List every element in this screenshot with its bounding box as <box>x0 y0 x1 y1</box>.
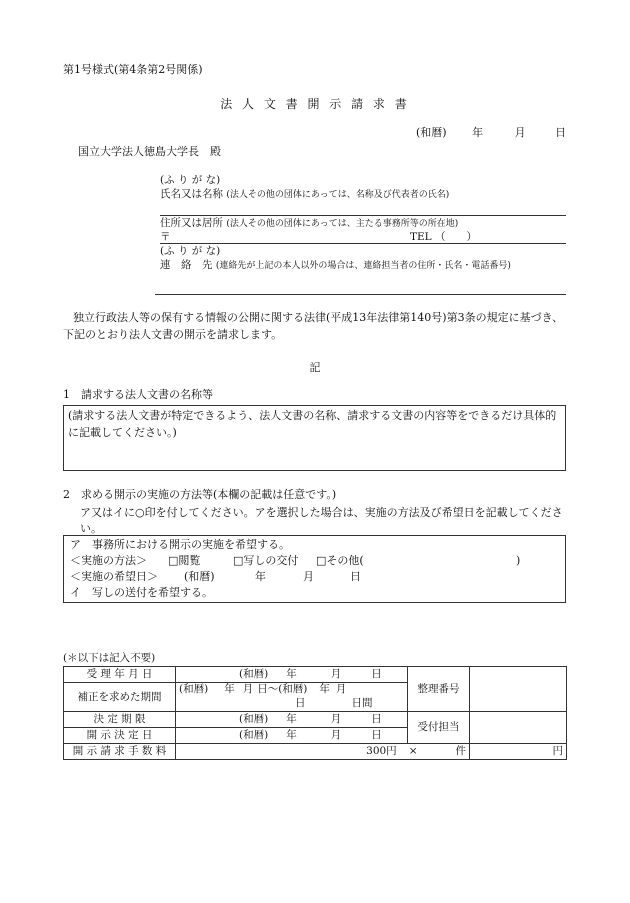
date-month: 月 <box>303 570 314 583</box>
option-i[interactable]: イ 写しの送付を希望する。 <box>70 586 213 599</box>
date-day: 日 <box>350 570 361 583</box>
date-year: 年 <box>255 570 266 583</box>
postal-mark: 〒 <box>160 231 171 243</box>
date-era: (和暦) <box>184 570 215 583</box>
received-date-label: 受 理 年 月 日 <box>64 667 176 683</box>
decision-deadline-value: (和暦) 年 月 日 <box>176 712 408 728</box>
document-name-box[interactable] <box>63 405 566 471</box>
name-field[interactable] <box>160 187 566 215</box>
fee-amount: 300円 × 件 <box>176 744 470 760</box>
contact-field[interactable] <box>160 258 566 272</box>
disclosure-decision-label: 開 示 決 定 日 <box>64 728 176 744</box>
divider <box>155 294 566 295</box>
date-month: 月 <box>514 126 526 139</box>
date-label: ＜実施の希望日＞ <box>70 570 158 583</box>
fee-total: 円 <box>470 744 567 760</box>
name-label: 氏名又は名称 <box>160 188 223 200</box>
method-label: ＜実施の方法＞ <box>70 554 147 567</box>
office-note: (＊以下は記入不要) <box>63 652 156 664</box>
fee-label: 開 示 請 求 手 数 料 <box>64 744 176 760</box>
table-row <box>64 744 567 760</box>
section2-note: ア又はイに○印を付してください。アを選択した場合は、実施の方法及び希望日を記載してください。 <box>80 506 563 535</box>
table-row <box>64 712 567 728</box>
postal-row[interactable] <box>160 230 566 243</box>
address-note: (法人その他の団体にあっては、主たる事務所等の所在地) <box>226 219 459 229</box>
address-label: 住所又は居所 <box>160 217 223 229</box>
preferred-date-row[interactable] <box>70 569 559 585</box>
request-date[interactable] <box>416 126 566 141</box>
date-year: 年 <box>472 126 484 139</box>
correction-period-value: (和暦) 年 月 日〜(和暦) 年 月 日 日間 <box>176 683 408 712</box>
furigana-label: (ふ り が な) <box>160 174 221 186</box>
date-day: 日 <box>555 126 567 139</box>
date-era: (和暦) <box>416 126 447 139</box>
reception-value <box>470 712 567 744</box>
table-row <box>64 667 567 683</box>
addressee: 国立大学法人徳島大学長 殿 <box>78 145 221 158</box>
furigana-label: (ふ り が な) <box>160 245 221 257</box>
ref-number-value <box>470 667 567 712</box>
name-note: (法人その他の団体にあっては、名称及び代表者の氏名) <box>226 190 450 200</box>
request-paragraph: 独立行政法人等の保有する情報の公開に関する法律(平成13年法律第140号)第3条の規定に基づき、下記のとおり法人文書の開示を請求します。 <box>63 311 564 342</box>
disclosure-decision-value: (和暦) 年 月 日 <box>176 728 408 744</box>
section2-heading: 2 求める開示の実施の方法等(本欄の記載は任意です。) <box>63 488 337 501</box>
office-use-table <box>63 666 567 760</box>
reception-label: 受付担当 <box>408 712 470 744</box>
received-date-value: (和暦) 年 月 日 <box>176 667 408 683</box>
contact-label: 連 絡 先 <box>160 259 213 271</box>
correction-period-label: 補正を求めた期間 <box>64 683 176 712</box>
document-name-instruction: (請求する法人文書が特定できるよう、法人文書の名称、請求する文書の内容等をできるだけ具体的に記載してください。) <box>68 409 557 439</box>
requester-block <box>160 173 566 272</box>
option-a[interactable]: ア 事務所における開示の実施を希望する。 <box>70 538 290 551</box>
method-row <box>70 553 559 569</box>
section1-heading: 1 請求する法人文書の名称等 <box>63 388 213 401</box>
checkbox-copy[interactable]: □写しの交付 <box>233 554 299 567</box>
decision-deadline-label: 決 定 期 限 <box>64 712 176 728</box>
ref-number-label: 整理番号 <box>408 667 470 712</box>
address-field[interactable] <box>160 216 566 230</box>
other-close-paren: ) <box>516 554 521 567</box>
contact-note: (連絡先が上記の本人以外の場合は、連絡担当者の住所・氏名・電話番号) <box>215 261 511 271</box>
page-title: 法 人 文 書 開 示 請 求 書 <box>220 97 410 111</box>
disclosure-method-box <box>63 535 566 603</box>
tel-field: TEL （ ） <box>410 231 477 243</box>
checkbox-view[interactable]: □閲覧 <box>168 554 201 567</box>
ki-heading: 記 <box>309 361 321 374</box>
form-number: 第1号様式(第4条第2号関係) <box>63 63 203 76</box>
checkbox-other[interactable]: □その他( <box>316 554 364 567</box>
